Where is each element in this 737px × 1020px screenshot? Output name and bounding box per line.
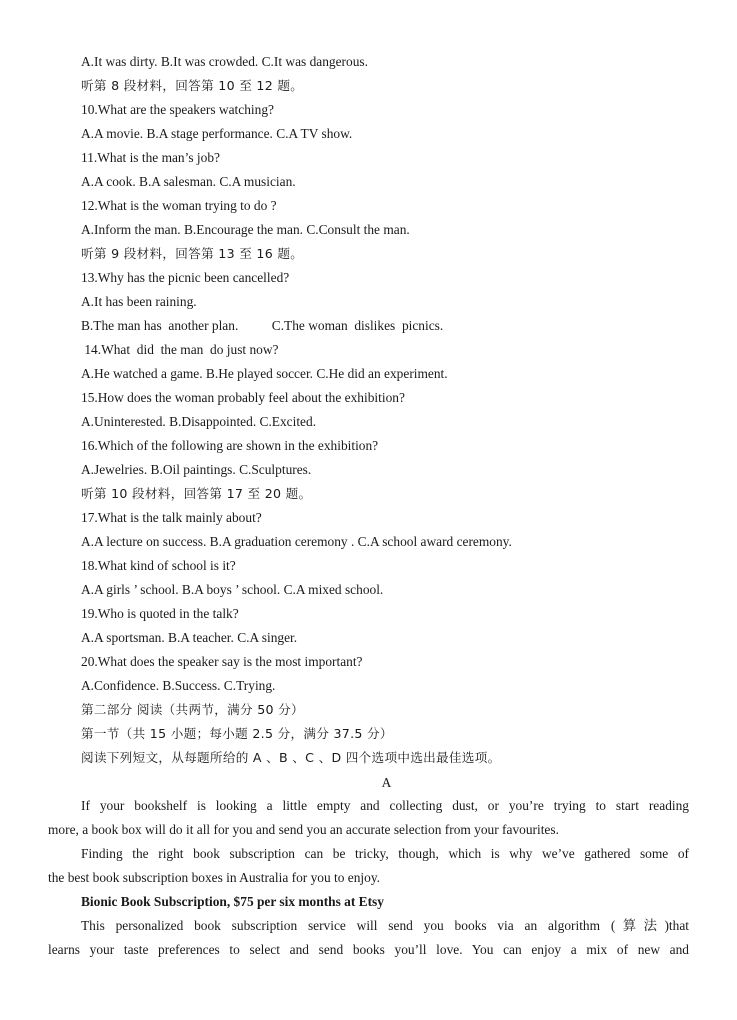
passage-paragraph-1-line-2: more, a book box will do it all for you and send you an accurate selection from your favourites. (48, 822, 559, 837)
q14-options: A.He watched a game. B.He played soccer. C.He did an experiment. (81, 366, 448, 381)
question-17: 17.What is the talk mainly about? (81, 510, 262, 525)
passage-label: A (381, 775, 392, 790)
section-instruction-9: 听第 9 段材料，回答第 13 至 16 题。 (81, 246, 304, 261)
section-instruction-10: 听第 10 段材料，回答第 17 至 20 题。 (81, 486, 312, 501)
q10-options: A.A movie. B.A stage performance. C.A TV show. (81, 126, 353, 141)
q18-options: A.A girls ’ school. B.A boys ’ school. C.A mixed school. (81, 582, 384, 597)
question-11: 11.What is the man’s job? (81, 150, 220, 165)
question-12: 12.What is the woman trying to do ? (81, 198, 277, 213)
q13-option-a: A.It has been raining. (81, 294, 197, 309)
q20-options: A.Confidence. B.Success. C.Trying. (81, 678, 276, 693)
passage-paragraph-2-line-2: the best book subscription boxes in Australia for you to enjoy. (48, 870, 380, 885)
question-18: 18.What kind of school is it? (81, 558, 236, 573)
question-20: 20.What does the speaker say is the most important? (81, 654, 363, 669)
question-19: 19.Who is quoted in the talk? (81, 606, 239, 621)
passage-paragraph-3-line-1: This personalized book subscription service will send you books via an algorithm (算法)that (81, 918, 689, 933)
section-one-heading: 第一节（共 15 小题；每小题 2.5 分，满分 37.5 分） (81, 726, 393, 741)
passage-paragraph-3-line-2: learns your taste preferences to select and send books you’ll love. You can enjoy a mix of new and (48, 942, 689, 957)
q12-options: A.Inform the man. B.Encourage the man. C.Consult the man. (81, 222, 410, 237)
question-10: 10.What are the speakers watching? (81, 102, 274, 117)
passage-paragraph-1-line-1: If your bookshelf is looking a little empty and collecting dust, or you’re trying to start reading (81, 798, 689, 813)
q16-options: A.Jewelries. B.Oil paintings. C.Sculptures. (81, 462, 312, 477)
passage-paragraph-2-line-1: Finding the right book subscription can be tricky, though, which is why we’ve gathered some of (81, 846, 689, 861)
reading-instruction: 阅读下列短文，从每题所给的 A 、B 、C 、D 四个选项中选出最佳选项。 (81, 750, 501, 765)
subscription-heading: Bionic Book Subscription, $75 per six months at Etsy (81, 894, 384, 909)
q11-options: A.A cook. B.A salesman. C.A musician. (81, 174, 296, 189)
part-two-heading: 第二部分 阅读（共两节，满分 50 分） (81, 702, 304, 717)
question-16: 16.Which of the following are shown in the exhibition? (81, 438, 379, 453)
question-13: 13.Why has the picnic been cancelled? (81, 270, 290, 285)
q19-options: A.A sportsman. B.A teacher. C.A singer. (81, 630, 298, 645)
q17-options: A.A lecture on success. B.A graduation ceremony . C.A school award ceremony. (81, 534, 512, 549)
section-instruction-8: 听第 8 段材料，回答第 10 至 12 题。 (81, 78, 304, 93)
q9-options: A.It was dirty. B.It was crowded. C.It was dangerous. (81, 54, 368, 69)
question-14: 14.What did the man do just now? (81, 342, 279, 357)
question-15: 15.How does the woman probably feel about the exhibition? (81, 390, 405, 405)
q15-options: A.Uninterested. B.Disappointed. C.Excited. (81, 414, 317, 429)
q13-options-bc: B.The man has another plan. C.The woman dislikes picnics. (81, 318, 444, 333)
